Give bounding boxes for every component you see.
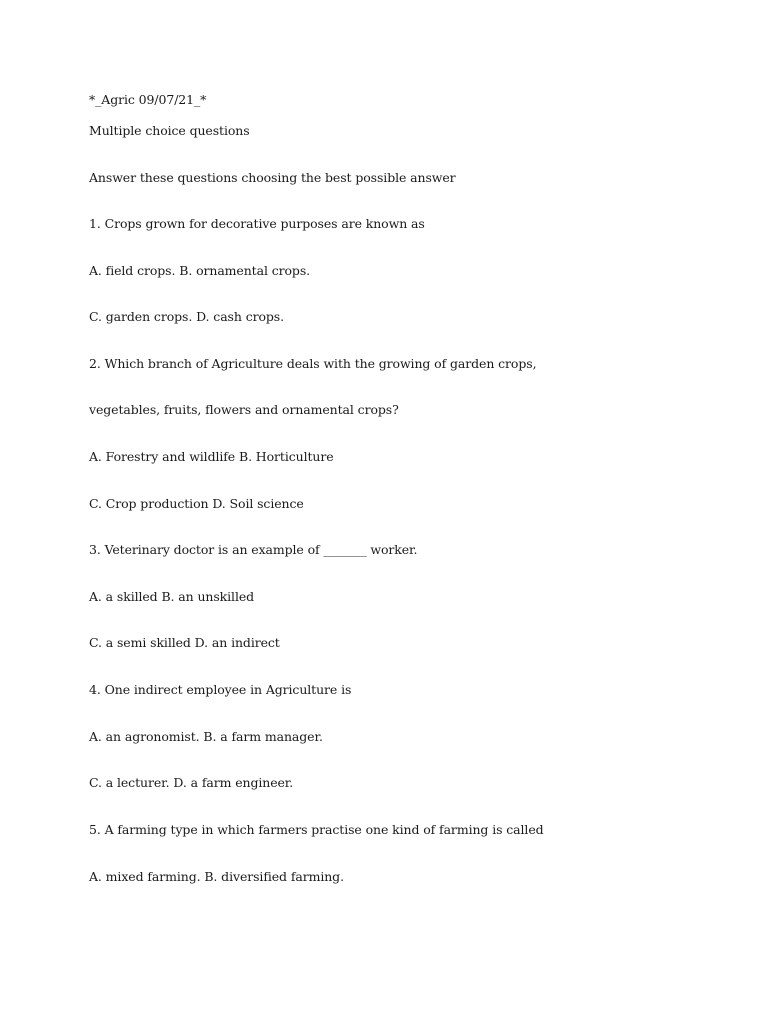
document-subtitle: Multiple choice questions xyxy=(89,123,250,138)
question-5-text: 5. A farming type in which farmers practise one kind of farming is called xyxy=(89,822,544,837)
document-header: *_Agric 09/07/21_* xyxy=(89,92,207,107)
question-1-text: 1. Crops grown for decorative purposes are known as xyxy=(89,216,425,231)
question-4-text: 4. One indirect employee in Agriculture is xyxy=(89,682,352,697)
question-3-text: 3. Veterinary doctor is an example of _______ worker. xyxy=(89,542,418,557)
question-2-options-cd: C. Crop production D. Soil science xyxy=(89,496,304,511)
question-3-options-ab: A. a skilled B. an unskilled xyxy=(89,589,255,604)
question-2-text-line-2: vegetables, fruits, flowers and ornamental crops? xyxy=(89,402,399,417)
question-2-options-ab: A. Forestry and wildlife B. Horticulture xyxy=(89,449,334,464)
question-2-text-line-1: 2. Which branch of Agriculture deals with the growing of garden crops, xyxy=(89,356,537,371)
question-1-options-ab: A. field crops. B. ornamental crops. xyxy=(89,263,311,278)
question-4-options-ab: A. an agronomist. B. a farm manager. xyxy=(89,729,323,744)
question-1-options-cd: C. garden crops. D. cash crops. xyxy=(89,309,284,324)
question-3-options-cd: C. a semi skilled D. an indirect xyxy=(89,635,280,650)
document-instruction: Answer these questions choosing the best possible answer xyxy=(89,170,456,185)
question-5-options-ab: A. mixed farming. B. diversified farming. xyxy=(89,869,344,884)
question-4-options-cd: C. a lecturer. D. a farm engineer. xyxy=(89,775,294,790)
